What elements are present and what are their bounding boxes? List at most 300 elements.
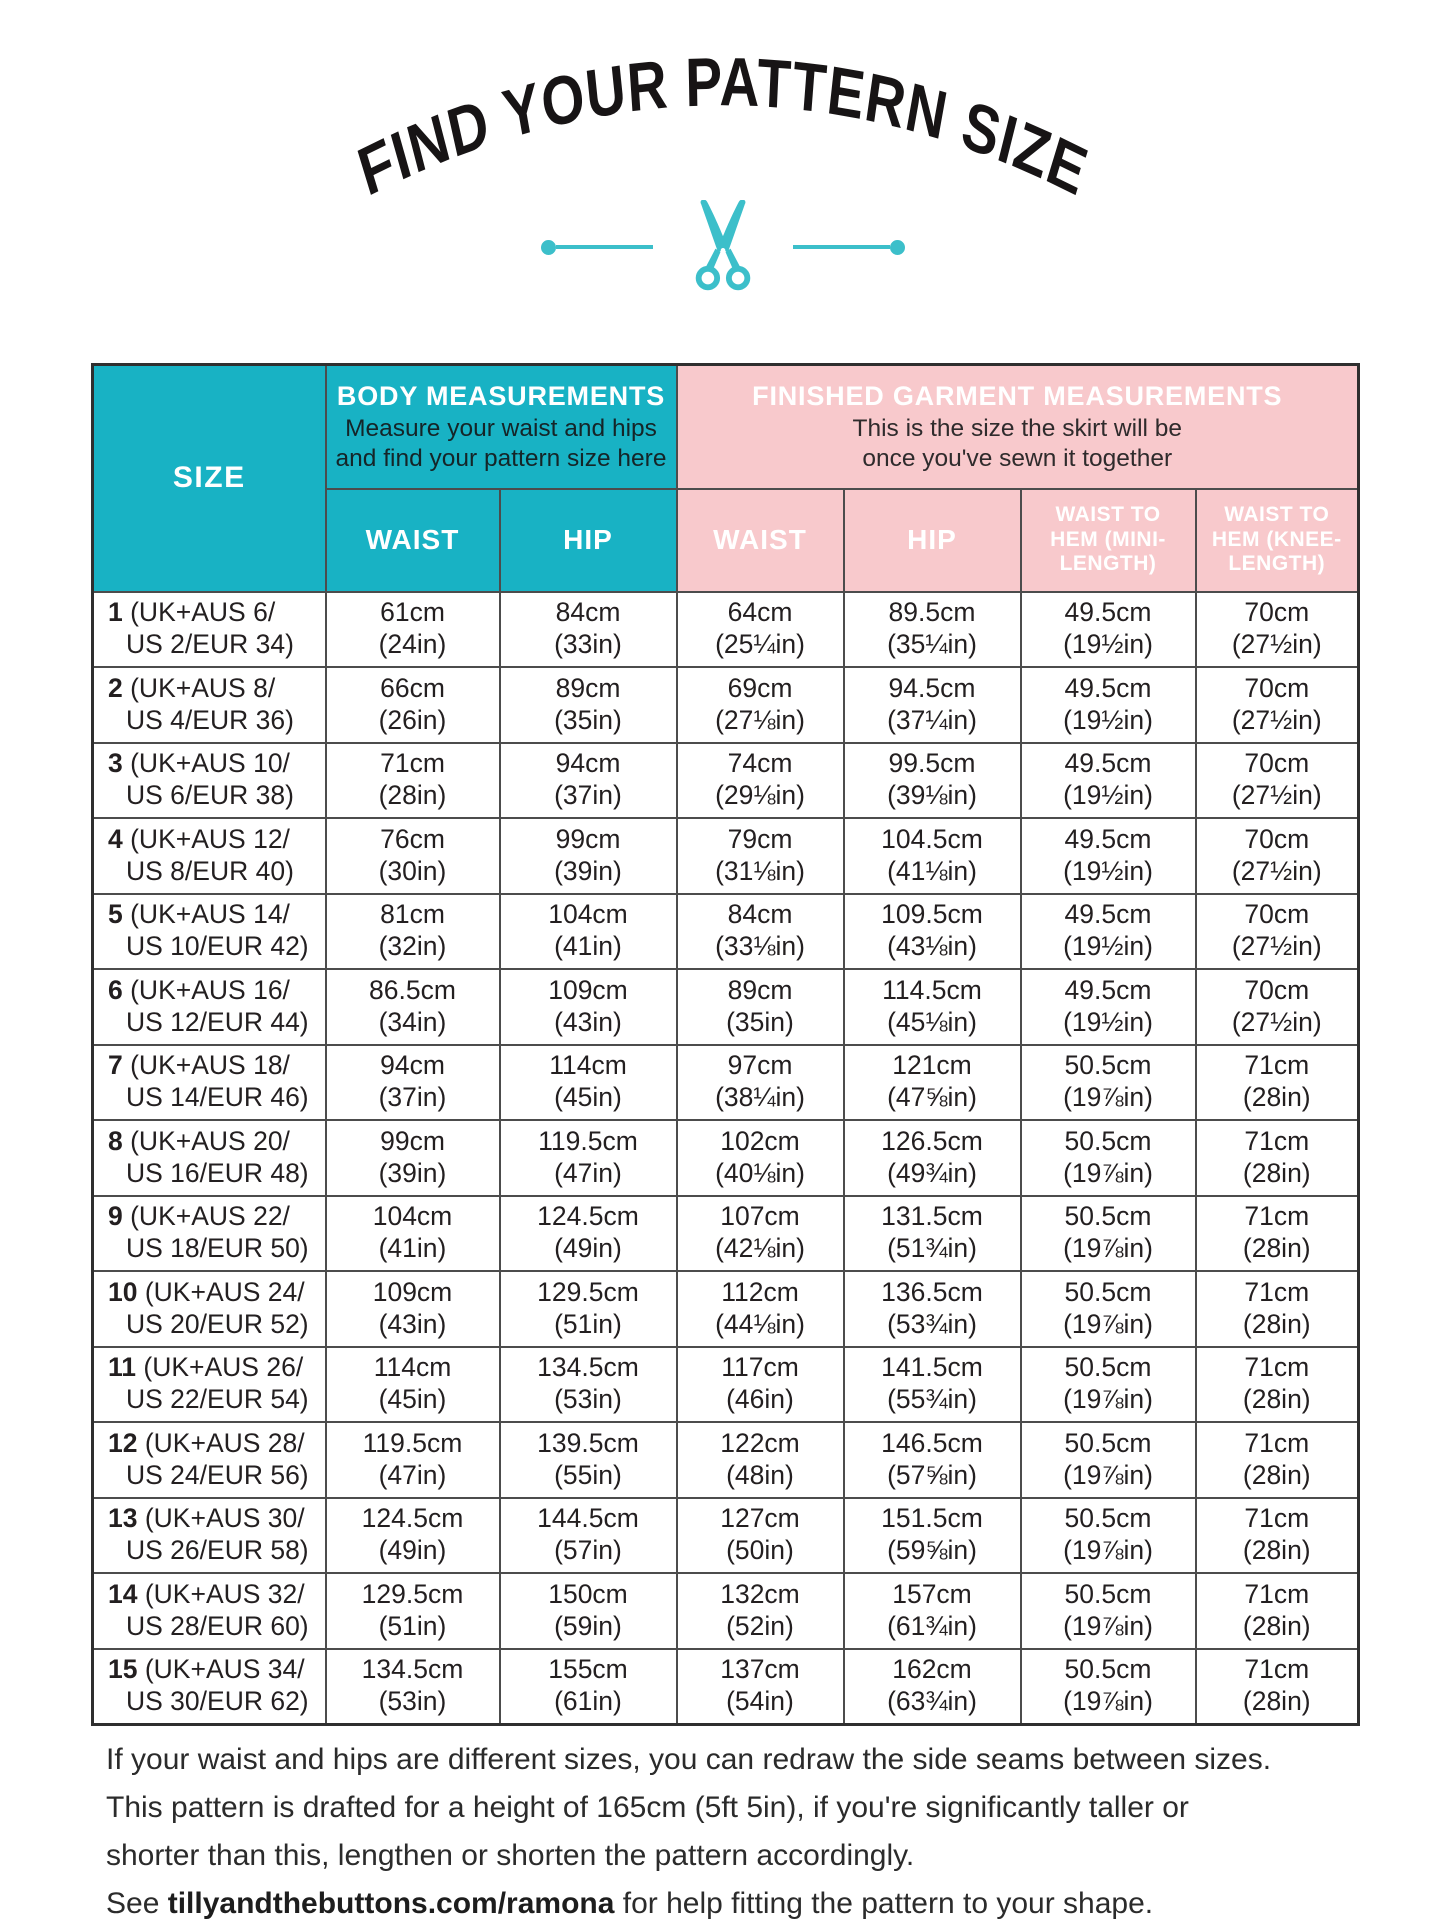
measurement-cm: 50.5cm bbox=[1064, 1427, 1152, 1458]
size-label-line1: 8 (UK+AUS 20/ bbox=[108, 1125, 290, 1156]
measurement-cm: 150cm bbox=[548, 1578, 628, 1609]
measurement-inches: (28in) bbox=[1242, 1082, 1311, 1113]
measurement-cm: 124.5cm bbox=[537, 1201, 639, 1232]
measurement-cm: 157cm bbox=[892, 1578, 972, 1609]
measurement-cell bbox=[500, 818, 677, 894]
waist-to-hem-mini-column-header: WAIST TO HEM (MINI-LENGTH) bbox=[1021, 489, 1196, 592]
measurement-cell bbox=[326, 1271, 500, 1347]
measurement-cm: 61cm bbox=[380, 597, 445, 628]
measurement-cm: 70cm bbox=[1244, 748, 1310, 779]
measurement-inches: (55in) bbox=[554, 1459, 622, 1490]
measurement-inches: (61in) bbox=[554, 1686, 622, 1716]
measurement-inches: (55¾in) bbox=[887, 1384, 977, 1415]
garment-measurements-subtitle-line2: once you've sewn it together bbox=[862, 444, 1173, 472]
note-height-line2: shorter than this, lengthen or shorten the pattern accordingly. bbox=[106, 1839, 915, 1872]
measurement-cm: 104cm bbox=[548, 899, 628, 930]
measurement-cm: 50.5cm bbox=[1064, 1201, 1152, 1232]
measurement-cm: 119.5cm bbox=[362, 1427, 463, 1458]
measurement-cm: 89.5cm bbox=[888, 597, 976, 628]
measurement-cm: 122cm bbox=[720, 1427, 800, 1458]
measurement-inches: (30in) bbox=[378, 855, 447, 886]
measurement-cm: 79cm bbox=[727, 823, 793, 854]
measurement-cell bbox=[677, 1196, 844, 1272]
measurement-cm: 84cm bbox=[727, 899, 793, 930]
size-label-line1: 7 (UK+AUS 18/ bbox=[108, 1050, 290, 1081]
measurement-inches: (29⅛in) bbox=[715, 780, 805, 811]
body-measurements-subtitle-line1: Measure your waist and hips bbox=[345, 414, 657, 442]
size-label-cell bbox=[93, 1045, 326, 1121]
measurement-cell bbox=[1021, 667, 1196, 743]
measurement-cell bbox=[500, 1649, 677, 1725]
measurement-cm: 71cm bbox=[1244, 1352, 1310, 1383]
measurement-inches: (28in) bbox=[1242, 1610, 1311, 1641]
measurement-cm: 71cm bbox=[380, 748, 445, 779]
measurement-inches: (46in) bbox=[726, 1384, 794, 1415]
measurement-cm: 50.5cm bbox=[1064, 1050, 1152, 1081]
measurement-inches: (43⅛in) bbox=[887, 931, 977, 962]
measurement-cell bbox=[844, 667, 1021, 743]
note-website-suffix: for help fitting the pattern to your shape. bbox=[614, 1887, 1154, 1920]
measurement-cell bbox=[1196, 818, 1359, 894]
body-measurements-header bbox=[326, 365, 677, 489]
measurement-cell bbox=[1021, 969, 1196, 1045]
measurement-cell bbox=[326, 592, 500, 668]
measurement-inches: (27½in) bbox=[1231, 629, 1322, 660]
measurement-cm: 104cm bbox=[372, 1201, 453, 1232]
size-label-line1: 4 (UK+AUS 12/ bbox=[108, 823, 290, 854]
measurement-inches: (52in) bbox=[726, 1610, 794, 1641]
measurement-inches: (63¾in) bbox=[887, 1686, 977, 1716]
note-website bbox=[106, 1880, 1386, 1925]
size-label-line2: US 26/EUR 58) bbox=[126, 1535, 309, 1566]
size-label-line2: US 2/EUR 34) bbox=[126, 629, 294, 660]
size-label-cell bbox=[93, 969, 326, 1045]
size-label-line2: US 22/EUR 54) bbox=[126, 1384, 309, 1415]
measurement-inches: (42⅛in) bbox=[715, 1233, 805, 1264]
measurement-cell bbox=[844, 1573, 1021, 1649]
measurement-cm: 50.5cm bbox=[1064, 1352, 1152, 1383]
measurement-cm: 50.5cm bbox=[1064, 1578, 1152, 1609]
measurement-inches: (19⅞in) bbox=[1063, 1082, 1153, 1113]
measurement-inches: (33in) bbox=[554, 629, 622, 660]
size-label-line1: 6 (UK+AUS 16/ bbox=[108, 974, 290, 1005]
measurement-cm: 114.5cm bbox=[882, 974, 982, 1005]
measurement-cm: 71cm bbox=[1244, 1427, 1310, 1458]
svg-text:FIND YOUR PATTERN SIZE bbox=[350, 44, 1096, 211]
measurement-cm: 89cm bbox=[727, 974, 793, 1005]
measurement-cell bbox=[1021, 1271, 1196, 1347]
measurement-cm: 70cm bbox=[1244, 899, 1310, 930]
measurement-inches: (43in) bbox=[554, 1006, 622, 1037]
measurement-cm: 136.5cm bbox=[881, 1276, 983, 1307]
measurement-cell bbox=[844, 1271, 1021, 1347]
size-table-body bbox=[93, 592, 1359, 1725]
measurement-inches: (19⅞in) bbox=[1063, 1233, 1153, 1264]
size-label-line1: 12 (UK+AUS 28/ bbox=[108, 1427, 305, 1458]
measurement-cm: 89cm bbox=[555, 672, 621, 703]
page-title-text: FIND YOUR PATTERN SIZE bbox=[350, 44, 1096, 212]
measurement-cm: 70cm bbox=[1244, 974, 1310, 1005]
body-measurements-subtitle-line2: and find your pattern size here bbox=[335, 444, 667, 472]
size-label-cell bbox=[93, 1347, 326, 1423]
measurement-cell bbox=[500, 1196, 677, 1272]
measurement-cm: 127cm bbox=[720, 1503, 800, 1534]
measurement-cm: 139.5cm bbox=[537, 1427, 639, 1458]
size-number: 3 bbox=[108, 748, 123, 779]
size-label-line1: 14 (UK+AUS 32/ bbox=[108, 1578, 305, 1609]
measurement-inches: (25¼in) bbox=[715, 629, 805, 660]
measurement-cm: 49.5cm bbox=[1064, 597, 1152, 628]
measurement-inches: (28in) bbox=[1242, 1535, 1311, 1566]
measurement-cm: 71cm bbox=[1244, 1578, 1310, 1609]
table-row bbox=[93, 1573, 1359, 1649]
measurement-inches: (19½in) bbox=[1063, 629, 1153, 660]
measurement-inches: (47⅝in) bbox=[887, 1082, 977, 1113]
measurement-cell bbox=[1021, 1347, 1196, 1423]
size-number: 2 bbox=[108, 672, 123, 703]
waist-to-hem-knee-column-header: WAIST TO HEM (KNEE-LENGTH) bbox=[1196, 489, 1359, 592]
size-number: 7 bbox=[108, 1050, 123, 1081]
size-number: 4 bbox=[108, 823, 123, 854]
size-number: 6 bbox=[108, 974, 123, 1005]
measurement-inches: (19⅞in) bbox=[1063, 1384, 1153, 1415]
size-label-line1: 13 (UK+AUS 30/ bbox=[108, 1503, 305, 1534]
measurement-cm: 109cm bbox=[372, 1276, 453, 1307]
measurement-cm: 86.5cm bbox=[369, 974, 456, 1005]
body-measurements-title: BODY MEASUREMENTS bbox=[336, 381, 666, 411]
measurement-cm: 49.5cm bbox=[1064, 899, 1152, 930]
size-label-cell bbox=[93, 743, 326, 819]
table-row bbox=[93, 1120, 1359, 1196]
measurement-cell bbox=[500, 1120, 677, 1196]
measurement-inches: (19½in) bbox=[1063, 1006, 1153, 1037]
measurement-inches: (59⅝in) bbox=[887, 1535, 977, 1566]
measurement-inches: (51¾in) bbox=[887, 1233, 977, 1264]
measurement-inches: (35¼in) bbox=[887, 629, 977, 660]
size-number: 11 bbox=[108, 1352, 137, 1383]
size-label-cell bbox=[93, 1422, 326, 1498]
measurement-cm: 49.5cm bbox=[1064, 672, 1152, 703]
measurement-inches: (54in) bbox=[726, 1686, 794, 1716]
table-row bbox=[93, 667, 1359, 743]
measurement-inches: (28in) bbox=[1242, 1308, 1311, 1339]
measurement-inches: (28in) bbox=[1242, 1233, 1311, 1264]
measurement-cell bbox=[500, 969, 677, 1045]
measurement-cell bbox=[1196, 667, 1359, 743]
measurement-cm: 114cm bbox=[373, 1352, 452, 1383]
measurement-cell bbox=[1196, 1573, 1359, 1649]
measurement-cell bbox=[844, 592, 1021, 668]
measurement-cm: 70cm bbox=[1244, 823, 1310, 854]
measurement-inches: (24in) bbox=[378, 629, 447, 660]
garment-waist-column-header: WAIST bbox=[677, 489, 844, 592]
measurement-cm: 117cm bbox=[721, 1352, 799, 1383]
measurement-inches: (48in) bbox=[726, 1459, 794, 1490]
measurement-cell bbox=[1196, 1196, 1359, 1272]
size-label-line2: US 18/EUR 50) bbox=[126, 1233, 309, 1264]
note-height-line1: This pattern is drafted for a height of 165cm (5ft 5in), if you're significantly taller or bbox=[106, 1791, 1189, 1824]
measurement-inches: (53in) bbox=[554, 1384, 622, 1415]
size-label-line2: US 28/EUR 60) bbox=[126, 1610, 309, 1641]
measurement-cm: 71cm bbox=[1244, 1276, 1310, 1307]
measurement-cm: 94.5cm bbox=[888, 672, 976, 703]
measurement-cell bbox=[1196, 592, 1359, 668]
measurement-cm: 109cm bbox=[548, 974, 628, 1005]
measurement-inches: (19⅞in) bbox=[1063, 1308, 1153, 1339]
measurement-inches: (32in) bbox=[378, 931, 447, 962]
body-waist-column-header: WAIST bbox=[326, 489, 500, 592]
size-label-line1: 9 (UK+AUS 22/ bbox=[108, 1201, 290, 1232]
measurement-cell bbox=[844, 818, 1021, 894]
size-number: 15 bbox=[108, 1654, 138, 1685]
measurement-cell bbox=[844, 1422, 1021, 1498]
measurement-inches: (19½in) bbox=[1063, 855, 1153, 886]
measurement-inches: (47in) bbox=[378, 1459, 447, 1490]
measurement-cell bbox=[1196, 1347, 1359, 1423]
measurement-inches: (28in) bbox=[378, 780, 447, 811]
measurement-cell bbox=[326, 1347, 500, 1423]
measurement-cm: 141.5cm bbox=[881, 1352, 983, 1383]
size-label-line2: US 14/EUR 46) bbox=[126, 1082, 309, 1113]
measurement-cell bbox=[1196, 743, 1359, 819]
measurement-inches: (27½in) bbox=[1231, 1006, 1322, 1037]
measurement-cell bbox=[1021, 1649, 1196, 1725]
measurement-cell bbox=[677, 1045, 844, 1121]
measurement-inches: (53in) bbox=[378, 1686, 447, 1716]
measurement-cm: 112cm bbox=[721, 1276, 799, 1307]
measurement-cm: 102cm bbox=[720, 1125, 800, 1156]
size-number: 13 bbox=[108, 1503, 138, 1534]
measurement-inches: (27½in) bbox=[1231, 780, 1322, 811]
size-label-cell bbox=[93, 1120, 326, 1196]
footer-notes bbox=[106, 1736, 1386, 1925]
measurement-inches: (19⅞in) bbox=[1063, 1610, 1153, 1641]
measurement-cell bbox=[500, 592, 677, 668]
measurement-cm: 124.5cm bbox=[361, 1503, 464, 1534]
measurement-cell bbox=[677, 667, 844, 743]
measurement-cm: 104.5cm bbox=[881, 823, 983, 854]
size-label-line1: 1 (UK+AUS 6/ bbox=[108, 597, 276, 628]
measurement-inches: (45in) bbox=[554, 1082, 622, 1113]
measurement-cell bbox=[1021, 1120, 1196, 1196]
measurement-cell bbox=[326, 743, 500, 819]
measurement-cell bbox=[326, 1120, 500, 1196]
measurement-cell bbox=[844, 1347, 1021, 1423]
measurement-inches: (41⅛in) bbox=[887, 855, 977, 886]
measurement-inches: (28in) bbox=[1242, 1686, 1311, 1716]
measurement-inches: (28in) bbox=[1242, 1384, 1311, 1415]
measurement-cell bbox=[326, 1422, 500, 1498]
size-number: 5 bbox=[108, 899, 123, 930]
measurement-cm: 129.5cm bbox=[537, 1276, 639, 1307]
size-label-line2: US 30/EUR 62) bbox=[126, 1686, 309, 1716]
measurement-cm: 50.5cm bbox=[1064, 1503, 1152, 1534]
measurement-cm: 76cm bbox=[380, 823, 445, 854]
measurement-cell bbox=[326, 667, 500, 743]
measurement-cm: 155cm bbox=[548, 1654, 628, 1685]
measurement-cm: 49.5cm bbox=[1064, 823, 1152, 854]
measurement-inches: (39in) bbox=[378, 1157, 447, 1188]
size-column-header: SIZE bbox=[93, 365, 326, 592]
measurement-cell bbox=[677, 1120, 844, 1196]
measurement-cm: 99.5cm bbox=[888, 748, 976, 779]
measurement-cm: 162cm bbox=[892, 1654, 972, 1685]
measurement-inches: (49in) bbox=[378, 1535, 447, 1566]
size-label-cell bbox=[93, 592, 326, 668]
table-row bbox=[93, 1422, 1359, 1498]
measurement-cell bbox=[1021, 1422, 1196, 1498]
garment-measurements-subtitle-line1: This is the size the skirt will be bbox=[852, 414, 1183, 442]
measurement-cell bbox=[1021, 818, 1196, 894]
measurement-cell bbox=[1021, 1196, 1196, 1272]
scissors-divider bbox=[540, 198, 906, 296]
measurement-cell bbox=[500, 1271, 677, 1347]
table-row bbox=[93, 592, 1359, 668]
measurement-cm: 70cm bbox=[1244, 672, 1310, 703]
measurement-cm: 99cm bbox=[380, 1125, 445, 1156]
measurement-inches: (38¼in) bbox=[715, 1082, 805, 1113]
measurement-inches: (19⅞in) bbox=[1063, 1459, 1153, 1490]
measurement-cm: 74cm bbox=[727, 748, 793, 779]
measurement-cm: 71cm bbox=[1244, 1050, 1310, 1081]
size-label-cell bbox=[93, 1498, 326, 1574]
measurement-inches: (49¾in) bbox=[887, 1157, 977, 1188]
measurement-inches: (44⅛in) bbox=[715, 1308, 805, 1339]
size-label-line2: US 20/EUR 52) bbox=[126, 1308, 309, 1339]
measurement-cell bbox=[844, 1196, 1021, 1272]
divider-dot-right bbox=[890, 240, 905, 255]
measurement-cell bbox=[677, 1422, 844, 1498]
measurement-inches: (57in) bbox=[554, 1535, 622, 1566]
size-label-line1: 10 (UK+AUS 24/ bbox=[108, 1276, 305, 1307]
size-number: 1 bbox=[108, 597, 123, 628]
measurement-cell bbox=[844, 1120, 1021, 1196]
measurement-inches: (31⅛in) bbox=[715, 855, 805, 886]
measurement-cell bbox=[677, 592, 844, 668]
measurement-cell bbox=[1196, 1045, 1359, 1121]
measurement-cell bbox=[844, 1045, 1021, 1121]
size-number: 12 bbox=[108, 1427, 138, 1458]
measurement-cell bbox=[1196, 1422, 1359, 1498]
measurement-cm: 109.5cm bbox=[881, 899, 983, 930]
garment-measurements-header bbox=[677, 365, 1359, 489]
measurement-inches: (19⅞in) bbox=[1063, 1535, 1153, 1566]
measurement-cell bbox=[326, 818, 500, 894]
measurement-cm: 126.5cm bbox=[881, 1125, 983, 1156]
measurement-cm: 129.5cm bbox=[361, 1578, 464, 1609]
group-header-row bbox=[93, 365, 1359, 489]
measurement-cm: 97cm bbox=[727, 1050, 793, 1081]
measurement-cell bbox=[1021, 592, 1196, 668]
measurement-inches: (40⅛in) bbox=[715, 1157, 805, 1188]
measurement-inches: (37¼in) bbox=[887, 704, 977, 735]
measurement-cm: 119.5cm bbox=[538, 1125, 638, 1156]
table-row bbox=[93, 1045, 1359, 1121]
measurement-cm: 144.5cm bbox=[537, 1503, 639, 1534]
measurement-cell bbox=[844, 894, 1021, 970]
measurement-inches: (50in) bbox=[726, 1535, 794, 1566]
measurement-inches: (35in) bbox=[554, 704, 622, 735]
measurement-cm: 146.5cm bbox=[881, 1427, 983, 1458]
measurement-cm: 114cm bbox=[549, 1050, 627, 1081]
size-label-line2: US 10/EUR 42) bbox=[126, 931, 309, 962]
measurement-cell bbox=[1196, 1649, 1359, 1725]
measurement-inches: (59in) bbox=[554, 1610, 622, 1641]
measurement-cell bbox=[677, 969, 844, 1045]
measurement-cell bbox=[1196, 1498, 1359, 1574]
measurement-cell bbox=[500, 743, 677, 819]
measurement-cell bbox=[677, 1573, 844, 1649]
table-row bbox=[93, 1649, 1359, 1725]
size-label-cell bbox=[93, 1573, 326, 1649]
measurement-inches: (51in) bbox=[554, 1308, 622, 1339]
divider-line-right bbox=[793, 245, 890, 249]
measurement-cm: 131.5cm bbox=[881, 1201, 983, 1232]
note-website-prefix: See bbox=[106, 1887, 168, 1920]
measurement-cell bbox=[500, 667, 677, 743]
measurement-inches: (61¾in) bbox=[887, 1610, 977, 1641]
size-label-cell bbox=[93, 1196, 326, 1272]
measurement-cell bbox=[677, 743, 844, 819]
measurement-cm: 81cm bbox=[380, 899, 445, 930]
measurement-inches: (28in) bbox=[1242, 1459, 1311, 1490]
measurement-inches: (57⅝in) bbox=[887, 1459, 977, 1490]
garment-hip-column-header: HIP bbox=[844, 489, 1021, 592]
measurement-cm: 66cm bbox=[380, 672, 445, 703]
size-number: 9 bbox=[108, 1201, 123, 1232]
measurement-inches: (43in) bbox=[378, 1308, 447, 1339]
measurement-cell bbox=[844, 1649, 1021, 1725]
measurement-cell bbox=[677, 894, 844, 970]
measurement-cm: 121cm bbox=[892, 1050, 972, 1081]
body-hip-column-header: HIP bbox=[500, 489, 677, 592]
measurement-cell bbox=[1196, 894, 1359, 970]
measurement-inches: (19⅞in) bbox=[1063, 1686, 1153, 1716]
measurement-cm: 94cm bbox=[555, 748, 621, 779]
measurement-cm: 94cm bbox=[380, 1050, 445, 1081]
measurement-cell bbox=[326, 1573, 500, 1649]
table-row bbox=[93, 1271, 1359, 1347]
measurement-inches: (45in) bbox=[378, 1384, 447, 1415]
measurement-cell bbox=[326, 1045, 500, 1121]
measurement-inches: (27½in) bbox=[1231, 855, 1322, 886]
measurement-cell bbox=[500, 1498, 677, 1574]
measurement-cm: 134.5cm bbox=[361, 1654, 464, 1685]
size-number: 8 bbox=[108, 1125, 123, 1156]
measurement-cell bbox=[1021, 743, 1196, 819]
measurement-inches: (51in) bbox=[378, 1610, 447, 1641]
measurement-inches: (39⅛in) bbox=[887, 780, 977, 811]
size-label-cell bbox=[93, 818, 326, 894]
size-number: 10 bbox=[108, 1276, 138, 1307]
measurement-cell bbox=[326, 894, 500, 970]
size-label-line1: 11 (UK+AUS 26/ bbox=[108, 1352, 304, 1383]
measurement-inches: (37in) bbox=[554, 780, 622, 811]
measurement-cm: 137cm bbox=[720, 1654, 800, 1685]
measurement-cell bbox=[326, 1498, 500, 1574]
measurement-cell bbox=[1021, 1573, 1196, 1649]
size-label-line2: US 8/EUR 40) bbox=[126, 855, 294, 886]
measurement-cm: 49.5cm bbox=[1064, 748, 1152, 779]
measurement-cm: 50.5cm bbox=[1064, 1276, 1152, 1307]
measurement-cell bbox=[844, 1498, 1021, 1574]
measurement-inches: (49in) bbox=[554, 1233, 622, 1264]
measurement-inches: (27½in) bbox=[1231, 931, 1322, 962]
measurement-cell bbox=[1021, 894, 1196, 970]
size-label-line1: 3 (UK+AUS 10/ bbox=[108, 748, 290, 779]
measurement-cell bbox=[677, 1347, 844, 1423]
size-label-cell bbox=[93, 894, 326, 970]
